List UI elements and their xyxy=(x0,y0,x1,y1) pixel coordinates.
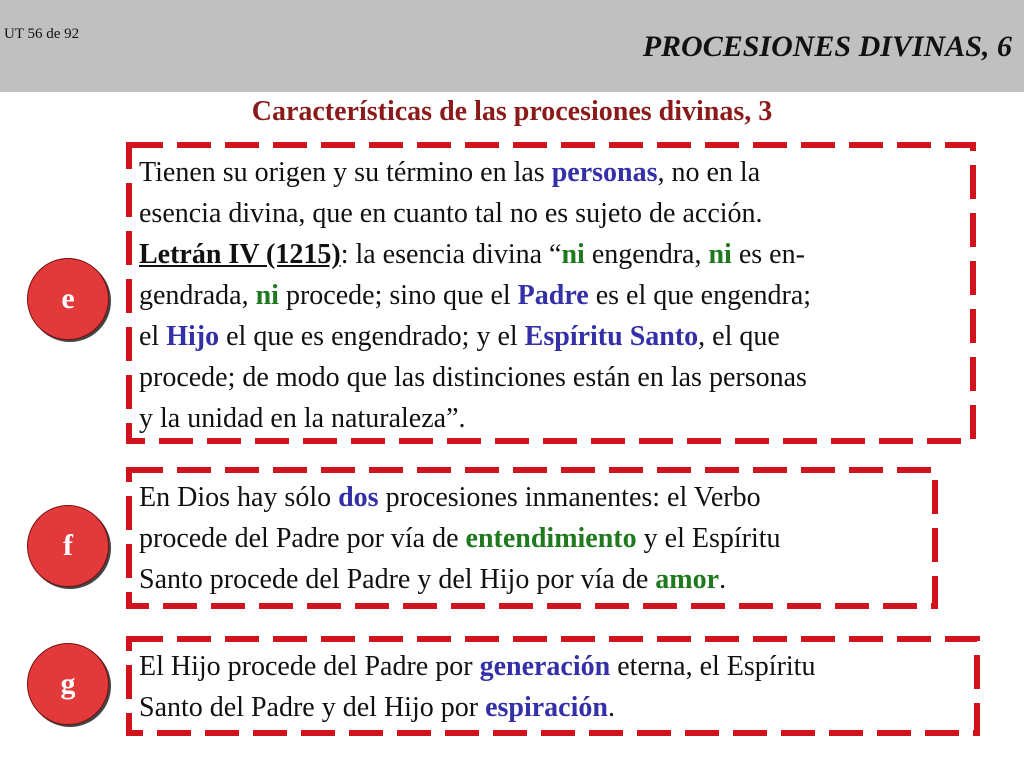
text-run: Tienen su origen y su término en las xyxy=(139,157,552,188)
text-run: procede; sino que el xyxy=(278,280,518,311)
point-text-g xyxy=(139,646,815,728)
page-number: UT 56 de 92 xyxy=(4,26,80,42)
text-run: En Dios hay sólo xyxy=(139,482,339,513)
header-bar xyxy=(0,0,1024,92)
point-text-f xyxy=(139,477,781,600)
point-box-e xyxy=(126,142,976,444)
text-line xyxy=(139,234,811,275)
text-run: es el que engendra; xyxy=(588,280,812,311)
highlighted-term: ni xyxy=(561,239,585,270)
text-line xyxy=(139,357,811,398)
text-run: el xyxy=(139,321,167,352)
text-line xyxy=(139,559,781,600)
text-run: el que es engendrado; y el xyxy=(219,321,525,352)
point-text-e xyxy=(139,152,811,439)
text-run: procede; de modo que las distinciones están en las personas xyxy=(139,362,807,393)
text-run: Santo procede del Padre y del Hijo por vía de xyxy=(139,564,656,595)
badge-e: e xyxy=(27,258,109,340)
highlighted-term: amor xyxy=(655,564,720,595)
highlighted-term: entendimiento xyxy=(465,523,637,554)
text-line xyxy=(139,646,815,687)
text-run: y el Espíritu xyxy=(636,523,781,554)
text-run: procede del Padre por vía de xyxy=(139,523,466,554)
text-run: esencia divina, que en cuanto tal no es sujeto de acción. xyxy=(139,198,763,229)
text-run: . xyxy=(719,564,727,595)
text-run: El Hijo procede del Padre por xyxy=(139,651,480,682)
highlighted-term: Letrán IV (1215) xyxy=(139,239,341,270)
highlighted-term: Espíritu Santo xyxy=(524,321,699,352)
text-run: Santo del Padre y del Hijo por xyxy=(139,692,486,723)
text-run: engendra, xyxy=(584,239,709,270)
text-line xyxy=(139,193,811,234)
text-line xyxy=(139,518,781,559)
highlighted-term: ni xyxy=(255,280,279,311)
badge-f: f xyxy=(27,505,109,587)
slide-subtitle: Características de las procesiones divinas, 3 xyxy=(251,96,773,127)
highlighted-term: dos xyxy=(338,482,379,513)
text-run: , el que xyxy=(698,321,780,352)
text-line xyxy=(139,275,811,316)
text-run: procesiones inmanentes: el Verbo xyxy=(378,482,761,513)
text-run: : la esencia divina “ xyxy=(340,239,562,270)
text-run: . xyxy=(607,692,615,723)
text-line xyxy=(139,398,811,439)
text-run: es en- xyxy=(731,239,805,270)
text-line xyxy=(139,152,811,193)
text-run: y la unidad en la naturaleza”. xyxy=(139,403,466,434)
slide-title: PROCESIONES DIVINAS, 6 xyxy=(642,30,1012,63)
highlighted-term: generación xyxy=(479,651,611,682)
highlighted-term: espiración xyxy=(485,692,608,723)
badge-g: g xyxy=(27,643,109,725)
highlighted-term: Hijo xyxy=(166,321,220,352)
text-run: gendrada, xyxy=(139,280,256,311)
text-line xyxy=(139,687,815,728)
point-box-f xyxy=(126,467,938,609)
highlighted-term: personas xyxy=(551,157,658,188)
text-line xyxy=(139,477,781,518)
highlighted-term: Padre xyxy=(517,280,589,311)
highlighted-term: ni xyxy=(708,239,732,270)
point-box-g xyxy=(126,636,980,736)
text-run: , no en la xyxy=(657,157,761,188)
text-run: eterna, el Espíritu xyxy=(610,651,816,682)
text-line xyxy=(139,316,811,357)
